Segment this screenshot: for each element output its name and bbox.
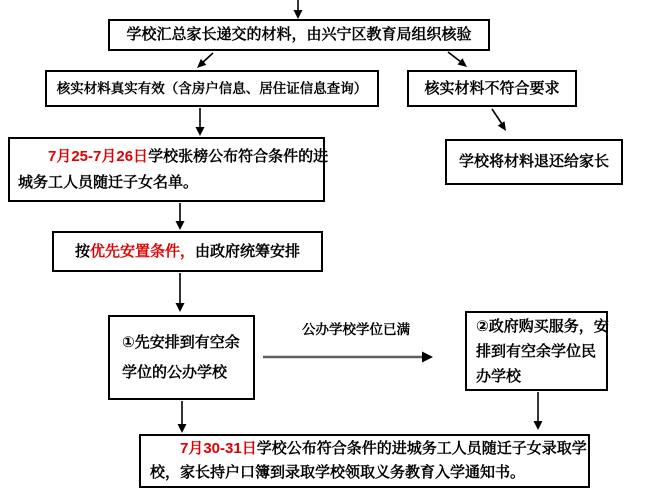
box-admission-announcement (139, 434, 590, 488)
box-return-materials (445, 139, 623, 185)
arrow-a-to-b2 (448, 52, 467, 67)
box-materials-valid (45, 70, 379, 107)
box-text-line2: 校，家长持户口簿到录取学校领取义务教育入学通知书。 (150, 464, 526, 481)
box-text: 学校公布符合条件的进城务工人员随迁子女录取学 (256, 440, 587, 457)
box-text-line2: 城务工人员随迁子女名单。 (18, 173, 199, 191)
arrow-c1-to-d (176, 203, 185, 230)
arrow-a-to-b1 (197, 53, 213, 68)
box-text-line1: ①先安排到有空余 (122, 333, 240, 351)
edge-label-public-seats-full: 公办学校学位已满 (302, 322, 410, 337)
arrow-e2-to-f (534, 392, 543, 430)
arrow-b1-to-c1 (196, 108, 205, 136)
box-text: 学校将材料退还给家长 (458, 153, 609, 171)
date-range-highlight: 7月25-7月26日 (48, 147, 149, 165)
box-text: 学校张榜公布符合条件的进 (148, 147, 329, 165)
box-text-line2: 排到有空余学位民 (476, 342, 597, 360)
arrow-e1-to-e2 (263, 352, 433, 363)
arrow-b2-to-c2 (492, 109, 506, 131)
box-text-line3: 办学校 (476, 367, 522, 385)
box-text-line2: 学位的公办学校 (122, 363, 228, 381)
box-text (75, 241, 300, 263)
box-text-line1 (150, 437, 587, 461)
box-text-line1: ②政府购买服务，安 (476, 317, 609, 335)
box-private-school-placement (465, 311, 608, 391)
box-text-prefix: 按 (74, 242, 90, 260)
box-text-line1 (18, 144, 329, 170)
box-materials-not-qualified (407, 70, 577, 107)
box-public-school-placement (108, 315, 255, 400)
box-publish-eligible-list (8, 137, 329, 202)
box-text: 核实材料不符合要求 (424, 79, 560, 97)
box-text: 学校汇总家长递交的材料，由兴宁区教育局组织核验 (126, 26, 472, 44)
arrow-d-to-e1 (176, 273, 185, 312)
date-range-highlight: 7月30-31日 (180, 440, 257, 457)
box-priority-placement (52, 231, 323, 272)
priority-condition-highlight: 优先安置条件， (89, 242, 195, 260)
box-school-collects-materials (108, 19, 490, 51)
box-text-suffix: 由政府统筹安排 (195, 242, 301, 260)
arrow-top-into-a (294, 0, 303, 19)
box-text: 核实材料真实有效（含房户信息、居住证信息查询） (56, 80, 368, 96)
arrow-e1-to-f (178, 401, 187, 433)
